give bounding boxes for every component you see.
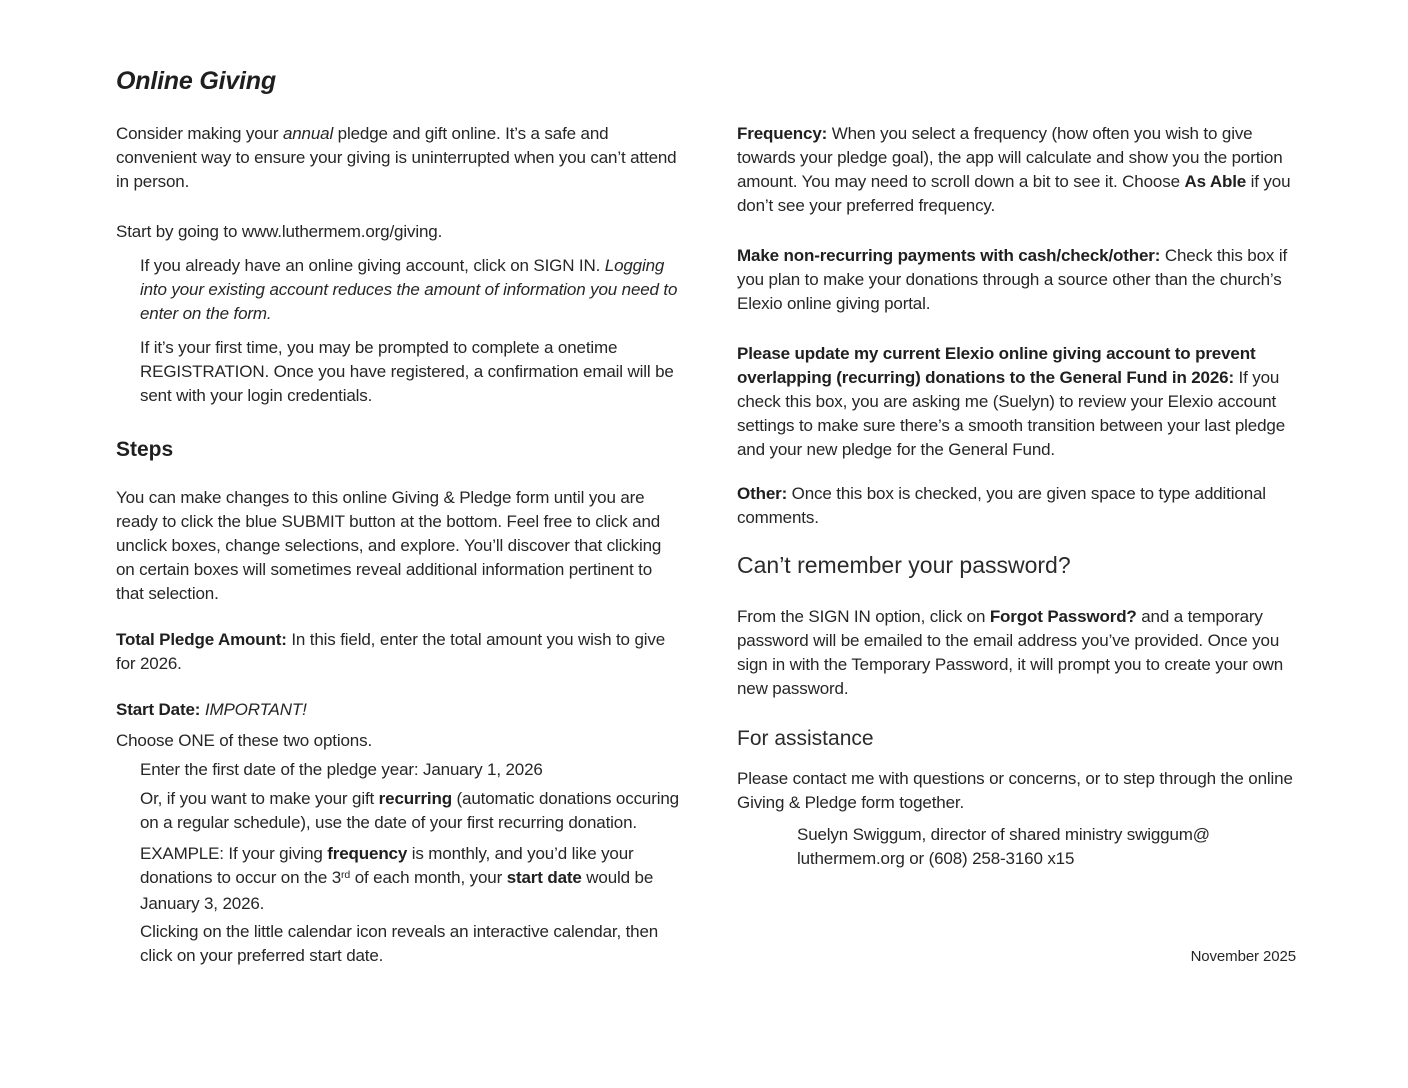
text-run: is monthly, and you’d like your donations to occur on the 3 (140, 844, 634, 887)
total-pledge-paragraph (116, 628, 682, 676)
contact-line: Suelyn Swiggum, director of shared ministry swiggum@ (797, 825, 1210, 844)
text-run: Once this box is checked, you are given space to type additional comments. (737, 484, 1266, 527)
password-heading: Can’t remember your password? (737, 552, 1071, 578)
start-date-label: Start Date: (116, 700, 201, 719)
text-run: if you don’t see your preferred frequency. (737, 172, 1291, 215)
contact-info (797, 823, 1299, 871)
text-run: If you check this box, you are asking me (Suelyn) to review your Elexio account settings to make sure there’s a smooth transition between your last pledge and your new pledge for the General Fund. (737, 368, 1286, 459)
other-label: Other: (737, 484, 788, 503)
text-run: pledge and gift online. It’s a safe and convenient way to ensure your giving is uninterrupted when you can’t attend in person. (116, 124, 677, 191)
page-title: Online Giving (116, 67, 276, 95)
update-account-paragraph (737, 342, 1299, 462)
text-run-italic: IMPORTANT! (200, 700, 307, 719)
text-run: In this field, enter the total amount you wish to give for 2026. (116, 630, 666, 673)
frequency-paragraph (737, 122, 1299, 218)
text-run: Or, if you want to make your gift (140, 789, 379, 808)
registration-note: If it’s your first time, you may be prompted to complete a onetime REGISTRATION. Once you have registered, a confirmation email will be sent with your login credentials. (140, 338, 674, 405)
text-run: If you already have an online giving account, click on SIGN IN. (140, 256, 605, 275)
text-run-bold: As Able (1184, 172, 1247, 191)
text-run-italic: annual (282, 124, 334, 143)
text-run: From the SIGN IN option, click on (737, 607, 990, 626)
choose-options-paragraph: Choose ONE of these two options. (116, 731, 373, 750)
password-paragraph (737, 605, 1299, 701)
intro-paragraph (116, 122, 682, 194)
ordinal-superscript: rd (341, 869, 351, 882)
text-run: would be January 3, 2026. (140, 868, 654, 913)
total-pledge-label: Total Pledge Amount: (116, 630, 287, 649)
text-run-bold: Forgot Password? (989, 607, 1137, 626)
assistance-heading: For assistance (737, 727, 874, 750)
text-run-bold: start date (506, 868, 582, 887)
text-run: and a temporary password will be emailed to the email address you’ve provided. Once you sign in with the Temporary Password, it will prompt you to create your own new password. (737, 607, 1284, 698)
text-run: of each month, your (350, 868, 507, 887)
steps-intro-paragraph: You can make changes to this online Giving & Pledge form until you are ready to click the blue SUBMIT button at the bottom. Feel free to click and unclick boxes, change selections, and explore. You’ll discover that clicking on certain boxes will sometimes reveal additional information pertinent to that selection. (116, 488, 662, 603)
steps-heading: Steps (116, 438, 174, 461)
contact-line: luthermem.org or (608) 258-3160 x15 (797, 849, 1075, 868)
frequency-label: Frequency: (737, 124, 828, 143)
footer-date: November 2025 (1190, 948, 1296, 965)
text-run-bold: recurring (378, 789, 452, 808)
assistance-paragraph: Please contact me with questions or concerns, or to step through the online Giving & Pledge form together. (737, 769, 1293, 812)
text-run: When you select a frequency (how often you wish to give towards your pledge goal), the app will calculate and show you the portion amount. You may need to scroll down a bit to see it. Choose (737, 124, 1283, 191)
sign-in-note (140, 254, 682, 326)
start-url-paragraph: Start by going to www.luthermem.org/giving. (116, 222, 443, 241)
other-paragraph (737, 482, 1299, 530)
right-column (737, 122, 1299, 881)
calendar-tip-paragraph: Clicking on the little calendar icon reveals an interactive calendar, then click on your preferred start date. (140, 922, 659, 965)
text-run-italic: Logging into your existing account reduces the amount of information you need to enter on the form. (140, 256, 678, 323)
text-run: EXAMPLE: If your giving (140, 844, 328, 863)
option-first-date: Enter the first date of the pledge year: January 1, 2026 (140, 760, 543, 779)
non-recurring-label: Make non-recurring payments with cash/check/other: (737, 246, 1161, 265)
non-recurring-paragraph (737, 244, 1299, 316)
text-run-bold: frequency (327, 844, 408, 863)
update-account-label: Please update my current Elexio online giving account to prevent overlapping (recurring) donations to the General Fund in 2026: (737, 344, 1256, 387)
start-date-paragraph (116, 698, 682, 722)
left-column (116, 64, 682, 978)
option-recurring (140, 787, 682, 835)
text-run: Check this box if you plan to make your donations through a source other than the church’s Elexio online giving portal. (737, 246, 1288, 313)
text-run: (automatic donations occuring on a regular schedule), use the date of your first recurring donation. (140, 789, 679, 832)
text-run: Consider making your (116, 124, 283, 143)
example-paragraph (140, 842, 682, 916)
